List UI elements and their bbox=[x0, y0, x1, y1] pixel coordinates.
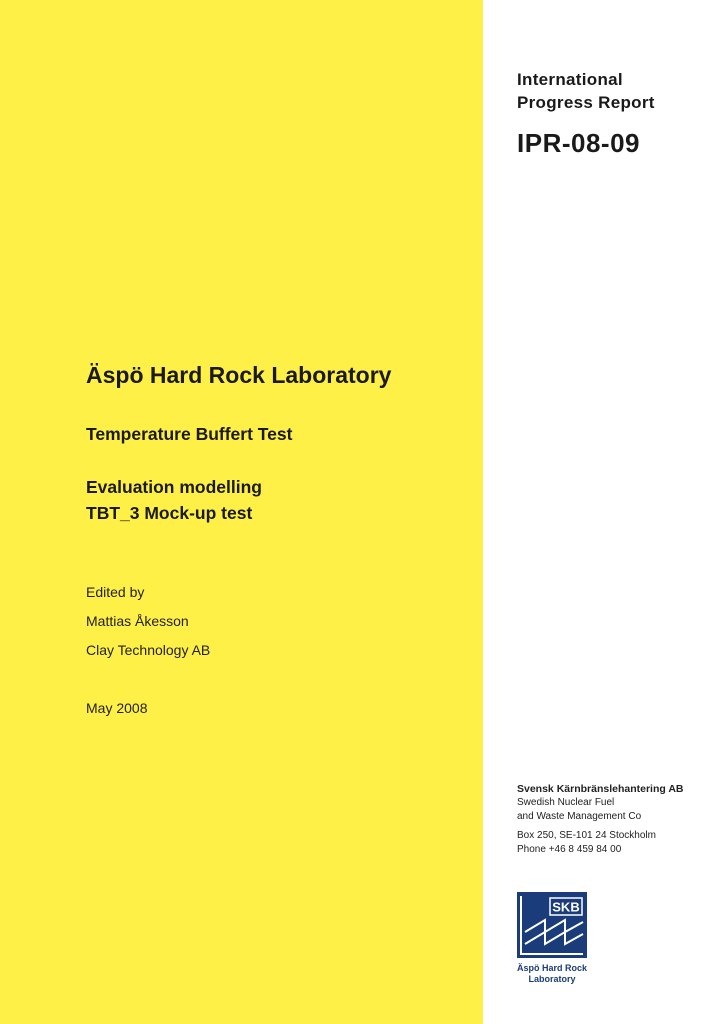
report-id: IPR-08-09 bbox=[517, 128, 640, 158]
editor-company: Clay Technology AB bbox=[86, 642, 211, 658]
logo-caption-line-1: Äspö Hard Rock bbox=[516, 963, 587, 973]
series-line-1: International bbox=[517, 70, 623, 89]
skb-logo-icon bbox=[517, 892, 587, 958]
edited-by-label: Edited by bbox=[86, 584, 145, 600]
series-line-2: Progress Report bbox=[517, 93, 655, 112]
evaluation-line-1: Evaluation modelling bbox=[86, 477, 262, 497]
evaluation-line-2: TBT_3 Mock-up test bbox=[86, 503, 253, 523]
evaluation-title bbox=[86, 474, 262, 526]
logo-text: SKB bbox=[552, 899, 580, 915]
publisher-block bbox=[517, 782, 684, 824]
editor-name: Mattias Åkesson bbox=[86, 613, 189, 629]
subtitle: Temperature Buffert Test bbox=[86, 424, 293, 444]
report-series bbox=[517, 68, 655, 114]
publisher-english-line-2: and Waste Management Co bbox=[517, 811, 642, 822]
publication-date: May 2008 bbox=[86, 700, 148, 716]
publisher-english-line-1: Swedish Nuclear Fuel bbox=[517, 797, 615, 808]
publisher-name: Svensk Kärnbränslehantering AB bbox=[517, 783, 684, 795]
publisher-address: Box 250, SE-101 24 Stockholm bbox=[517, 830, 656, 841]
main-title: Äspö Hard Rock Laboratory bbox=[86, 362, 392, 388]
publisher-phone: Phone +46 8 459 84 00 bbox=[517, 844, 622, 855]
logo-caption bbox=[511, 963, 593, 985]
publisher-contact bbox=[517, 829, 656, 857]
logo-caption-line-2: Laboratory bbox=[528, 974, 576, 984]
